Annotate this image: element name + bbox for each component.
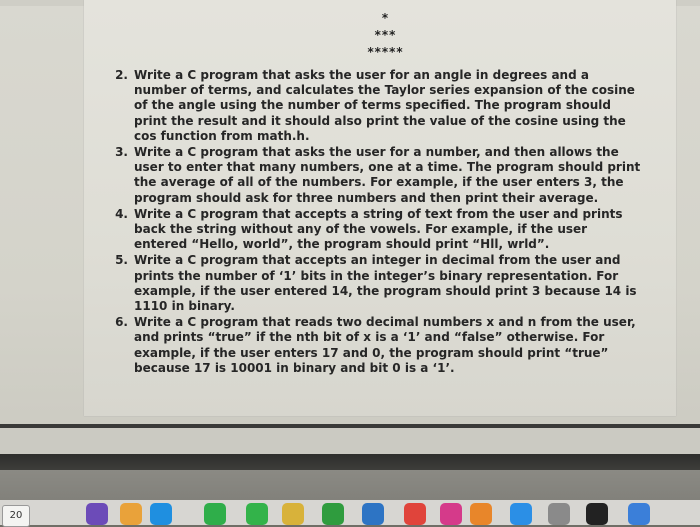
calendar-day: 20 bbox=[9, 510, 23, 521]
question-text: Write a C program that asks the user for a number, and then allows the user to enter that many numbers, one at a time. The program should print the average of all of the numbers. For example, if the user enters 3, the program should ask for three numbers and then print their average. bbox=[134, 145, 641, 205]
appstore-icon[interactable] bbox=[510, 503, 532, 525]
facetime-icon[interactable] bbox=[204, 503, 226, 525]
question-item bbox=[104, 315, 644, 376]
screen-bottom-edge bbox=[0, 454, 700, 470]
question-number: 2. bbox=[115, 68, 128, 82]
books-icon[interactable] bbox=[470, 503, 492, 525]
question-number: 4. bbox=[115, 206, 128, 221]
question-item bbox=[104, 145, 644, 206]
messages-icon[interactable] bbox=[246, 503, 268, 525]
question-item bbox=[104, 207, 644, 253]
question-text: Write a C program that accepts an integer in decimal from the user and prints the number of ‘1’ bits in the integer’s binary representation. For example, if the user entered 14, the program should print 3 because 14 is 1110 in binary. bbox=[134, 253, 637, 314]
question-number: 6. bbox=[115, 315, 128, 330]
keynote-icon[interactable] bbox=[362, 503, 384, 525]
question-list bbox=[104, 68, 644, 377]
question-text: Write a C program that accepts a string of text from the user and prints back the string without any of the vowels. For example, if the user entered “Hello, world”, the program should print “Hll, wrld”. bbox=[134, 206, 623, 252]
numbers-icon[interactable] bbox=[322, 503, 344, 525]
safari-icon[interactable] bbox=[150, 503, 172, 525]
preferences-icon[interactable] bbox=[548, 503, 570, 525]
asterisk-pattern bbox=[340, 10, 430, 61]
itunes-icon[interactable] bbox=[440, 503, 462, 525]
terminal-icon[interactable] bbox=[586, 503, 608, 525]
photos-icon[interactable] bbox=[120, 503, 142, 525]
calendar-icon[interactable] bbox=[2, 505, 30, 527]
question-number: 3. bbox=[115, 145, 128, 160]
question-text: Write a C program that reads two decimal numbers x and n from the user, and prints “true” if the nth bit of x is a ‘1’ and “false” otherwise. For example, if the user enters 17 and 0, the program should print “true” because 17 is 10001 in binary and bit 0 is a ‘1’. bbox=[134, 315, 636, 375]
finder-icon[interactable] bbox=[628, 503, 650, 525]
question-item bbox=[104, 253, 644, 314]
window-bottom-area bbox=[0, 428, 700, 454]
question-text: Write a C program that asks the user for an angle in degrees and a number of terms, and calculates the Taylor series expansion of the cosine of the angle using the number of terms specified. The program should print the result and it should also print the value of the cosine using the cos function from math.h. bbox=[134, 68, 635, 143]
launchpad-icon[interactable] bbox=[86, 503, 108, 525]
pattern-line: * bbox=[381, 11, 389, 25]
pattern-line: ***** bbox=[366, 45, 404, 59]
question-number: 5. bbox=[115, 253, 128, 268]
news-icon[interactable] bbox=[404, 503, 426, 525]
question-item bbox=[104, 68, 644, 144]
pattern-line: *** bbox=[374, 28, 396, 42]
notes-icon[interactable] bbox=[282, 503, 304, 525]
